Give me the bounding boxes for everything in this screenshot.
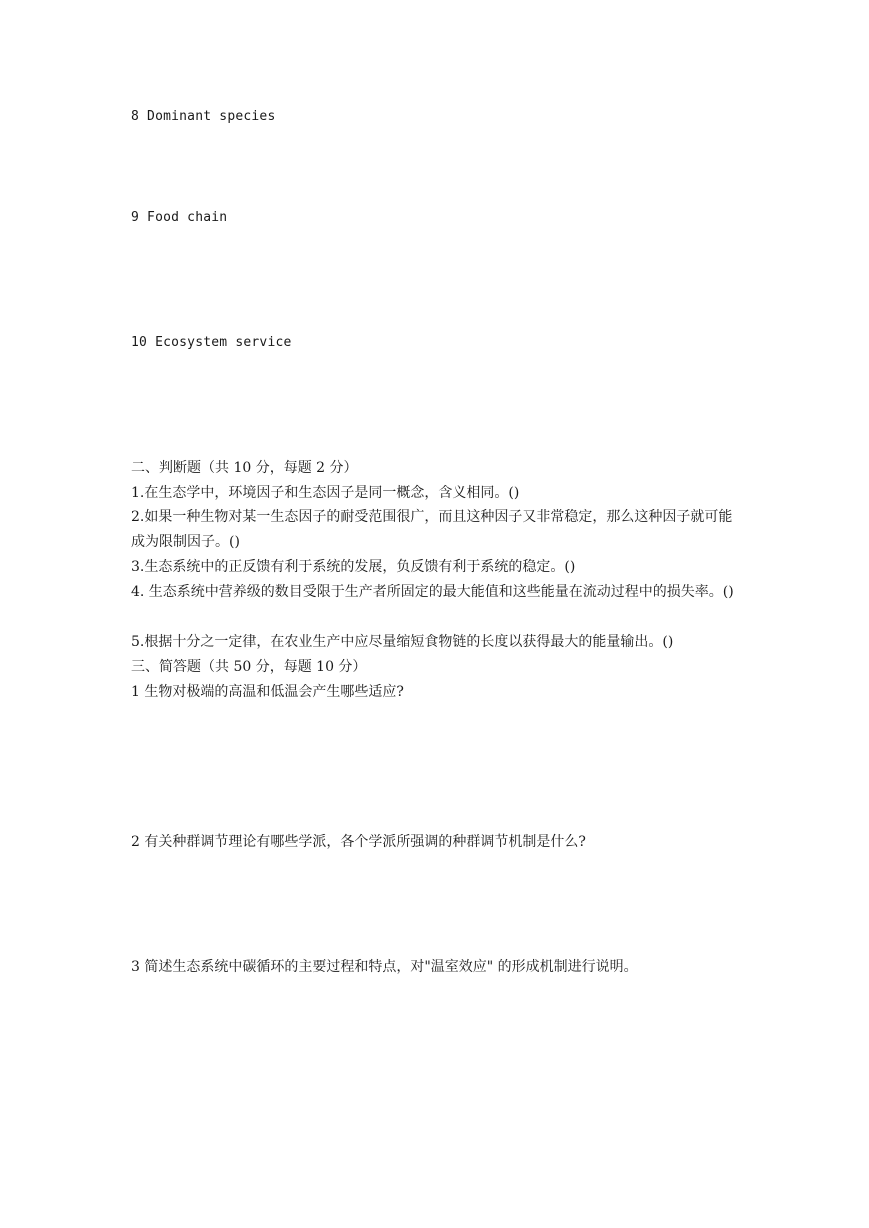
- term-9: 9 Food chain: [131, 210, 228, 225]
- short-answer-question-3: 3 简述生态系统中碳循环的主要过程和特点，对"温室效应" 的形成机制进行说明。: [131, 959, 638, 975]
- section-3-heading: 三、简答题（共 50 分，每题 10 分）: [131, 659, 367, 675]
- term-10: 10 Ecosystem service: [131, 335, 292, 350]
- judgment-item-5: 5.根据十分之一定律，在农业生产中应尽量缩短食物链的长度以获得最大的能量输出。(): [131, 634, 674, 650]
- short-answer-question-1: 1 生物对极端的高温和低温会产生哪些适应?: [131, 684, 404, 700]
- judgment-item-4: 4. 生态系统中营养级的数目受限于生产者所固定的最大能值和这些能量在流动过程中的损失率。(): [131, 584, 734, 600]
- term-8: 8 Dominant species: [131, 109, 276, 124]
- short-answer-question-2: 2 有关种群调节理论有哪些学派，各个学派所强调的种群调节机制是什么?: [131, 834, 586, 850]
- judgment-item-3: 3.生态系统中的正反馈有利于系统的发展，负反馈有利于系统的稳定。(): [131, 559, 576, 575]
- judgment-item-1: 1.在生态学中，环境因子和生态因子是同一概念，含义相同。(): [131, 485, 520, 501]
- section-2-heading: 二、判断题（共 10 分，每题 2 分）: [131, 460, 358, 476]
- judgment-item-2: 2.如果一种生物对某一生态因子的耐受范围很广，而且这种因子又非常稳定，那么这种因子就可能成为限制因子。(): [131, 509, 733, 550]
